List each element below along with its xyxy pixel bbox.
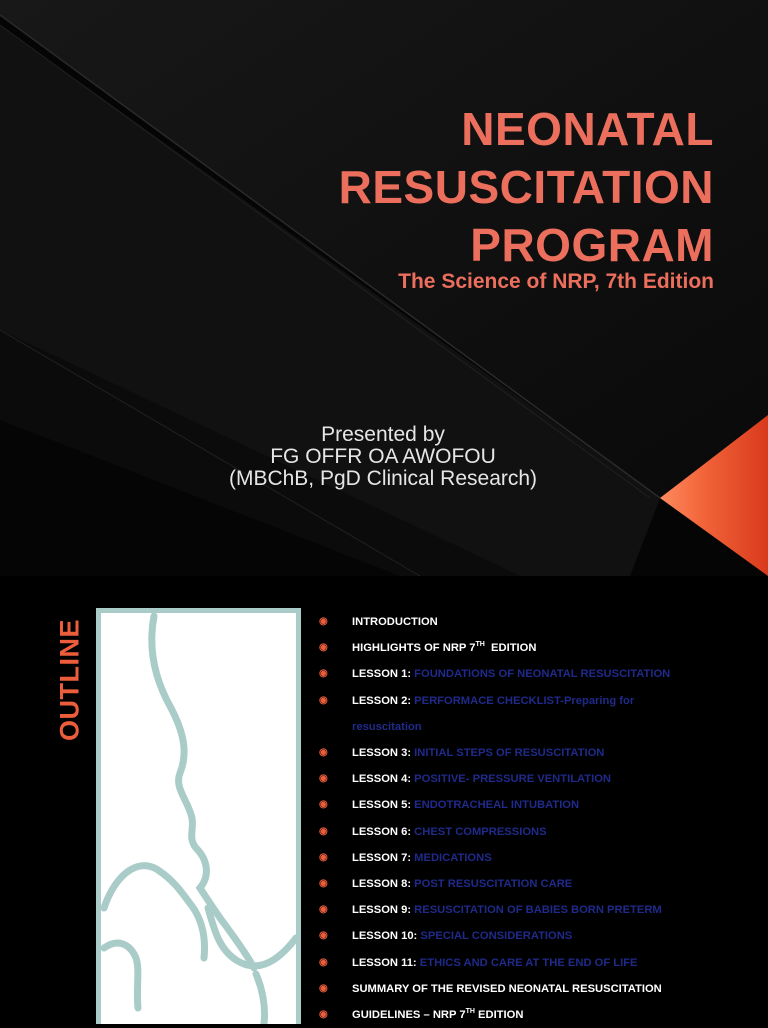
outline-item-label: LESSON 5: bbox=[352, 799, 415, 812]
circle-bullet-icon: ◉ bbox=[319, 956, 328, 968]
outline-item-label: LESSON 1: bbox=[352, 668, 415, 681]
circle-bullet-icon: ◉ bbox=[319, 773, 328, 785]
circle-bullet-icon: ◉ bbox=[319, 694, 328, 706]
circle-bullet-icon: ◉ bbox=[319, 747, 328, 759]
outline-item bbox=[318, 845, 758, 871]
outline-item bbox=[318, 897, 758, 923]
outline-list bbox=[318, 609, 758, 1028]
outline-item-topic: SPECIAL CONSIDERATIONS bbox=[420, 930, 573, 943]
circle-bullet-icon: ◉ bbox=[319, 799, 328, 811]
outline-item-suffix: EDITION bbox=[484, 642, 537, 655]
outline-item-suffix: EDITION bbox=[474, 1009, 524, 1022]
outline-item-topic: PERFORMACE CHECKLIST-Preparing for bbox=[414, 694, 635, 707]
outline-item-label: LESSON 3: bbox=[352, 747, 415, 760]
title-line: PROGRAM bbox=[470, 219, 714, 271]
outline-label bbox=[44, 611, 96, 749]
outline-item-label: GUIDELINES – NRP 7 bbox=[352, 1009, 466, 1022]
circle-bullet-icon: ◉ bbox=[319, 930, 328, 942]
outline-item-topic: INITIAL STEPS OF RESUSCITATION bbox=[414, 747, 605, 760]
outline-item bbox=[318, 661, 758, 687]
outline-item-topic: POSITIVE- PRESSURE VENTILATION bbox=[414, 773, 612, 786]
circle-bullet-icon: ◉ bbox=[319, 878, 328, 890]
outline-item bbox=[318, 1002, 758, 1028]
circle-bullet-icon: ◉ bbox=[319, 982, 328, 994]
circle-bullet-icon: ◉ bbox=[319, 1009, 328, 1021]
presenter-block bbox=[190, 424, 576, 490]
presenter-credentials: (MBChB, PgD Clinical Research) bbox=[228, 467, 538, 490]
outline-item-topic: POST RESUSCITATION CARE bbox=[414, 878, 573, 891]
presenter-name: FG OFFR OA AWOFOU bbox=[270, 445, 496, 468]
outline-item bbox=[318, 976, 758, 1002]
circle-bullet-icon: ◉ bbox=[319, 825, 328, 837]
outline-item-topic: ETHICS AND CARE AT THE END OF LIFE bbox=[419, 956, 638, 969]
outline-item-label: INTRODUCTION bbox=[352, 616, 438, 628]
outline-item bbox=[318, 609, 758, 635]
silhouette-drawing bbox=[96, 608, 301, 1024]
outline-item bbox=[318, 740, 758, 766]
circle-bullet-icon: ◉ bbox=[319, 851, 328, 863]
outline-item bbox=[318, 714, 758, 740]
outline-item-label: LESSON 2: bbox=[352, 694, 415, 707]
circle-bullet-icon: ◉ bbox=[319, 616, 328, 627]
circle-bullet-icon: ◉ bbox=[319, 668, 328, 680]
outline-item bbox=[318, 635, 758, 661]
outline-label-text: OUTLINE bbox=[54, 619, 85, 741]
outline-item-label: LESSON 9: bbox=[352, 904, 415, 917]
outline-item bbox=[318, 766, 758, 792]
outline-item-topic: MEDICATIONS bbox=[414, 851, 492, 864]
outline-item bbox=[318, 688, 758, 714]
outline-item-topic: FOUNDATIONS OF NEONATAL RESUSCITATION bbox=[414, 668, 671, 681]
outline-item-label: SUMMARY OF THE REVISED NEONATAL RESUSCITATION bbox=[352, 982, 662, 995]
ordinal-superscript: TH bbox=[475, 641, 485, 649]
outline-item bbox=[318, 819, 758, 845]
outline-item-label: LESSON 6: bbox=[352, 825, 415, 838]
title-line: NEONATAL bbox=[461, 103, 714, 155]
mother-and-baby-silhouette-icon bbox=[96, 608, 301, 1024]
outline-item bbox=[318, 950, 758, 976]
outline-item-label: LESSON 4: bbox=[352, 773, 415, 786]
outline-item-topic: ENDOTRACHEAL INTUBATION bbox=[414, 799, 580, 812]
presentation-title bbox=[339, 100, 714, 274]
outline-item bbox=[318, 792, 758, 818]
presentation-subtitle: The Science of NRP, 7th Edition bbox=[398, 270, 714, 293]
outline-item-topic: RESUSCITATION OF BABIES BORN PRETERM bbox=[414, 904, 662, 917]
outline-item bbox=[318, 923, 758, 949]
outline-item-label: LESSON 10: bbox=[352, 930, 421, 943]
outline-item-label: LESSON 7: bbox=[352, 851, 415, 864]
outline-item-label: HIGHLIGHTS OF NRP 7 bbox=[352, 642, 476, 655]
outline-item bbox=[318, 871, 758, 897]
circle-bullet-icon: ◉ bbox=[319, 642, 328, 654]
circle-bullet-icon: ◉ bbox=[319, 904, 328, 916]
outline-item-label: LESSON 11: bbox=[352, 956, 420, 969]
outline-item-topic: CHEST COMPRESSIONS bbox=[414, 825, 547, 838]
presenter-line: Presented by bbox=[321, 423, 445, 446]
outline-item-topic: resuscitation bbox=[352, 720, 422, 733]
title-line: RESUSCITATION bbox=[338, 161, 714, 213]
outline-item-label: LESSON 8: bbox=[352, 878, 415, 891]
ordinal-superscript: TH bbox=[465, 1008, 475, 1016]
